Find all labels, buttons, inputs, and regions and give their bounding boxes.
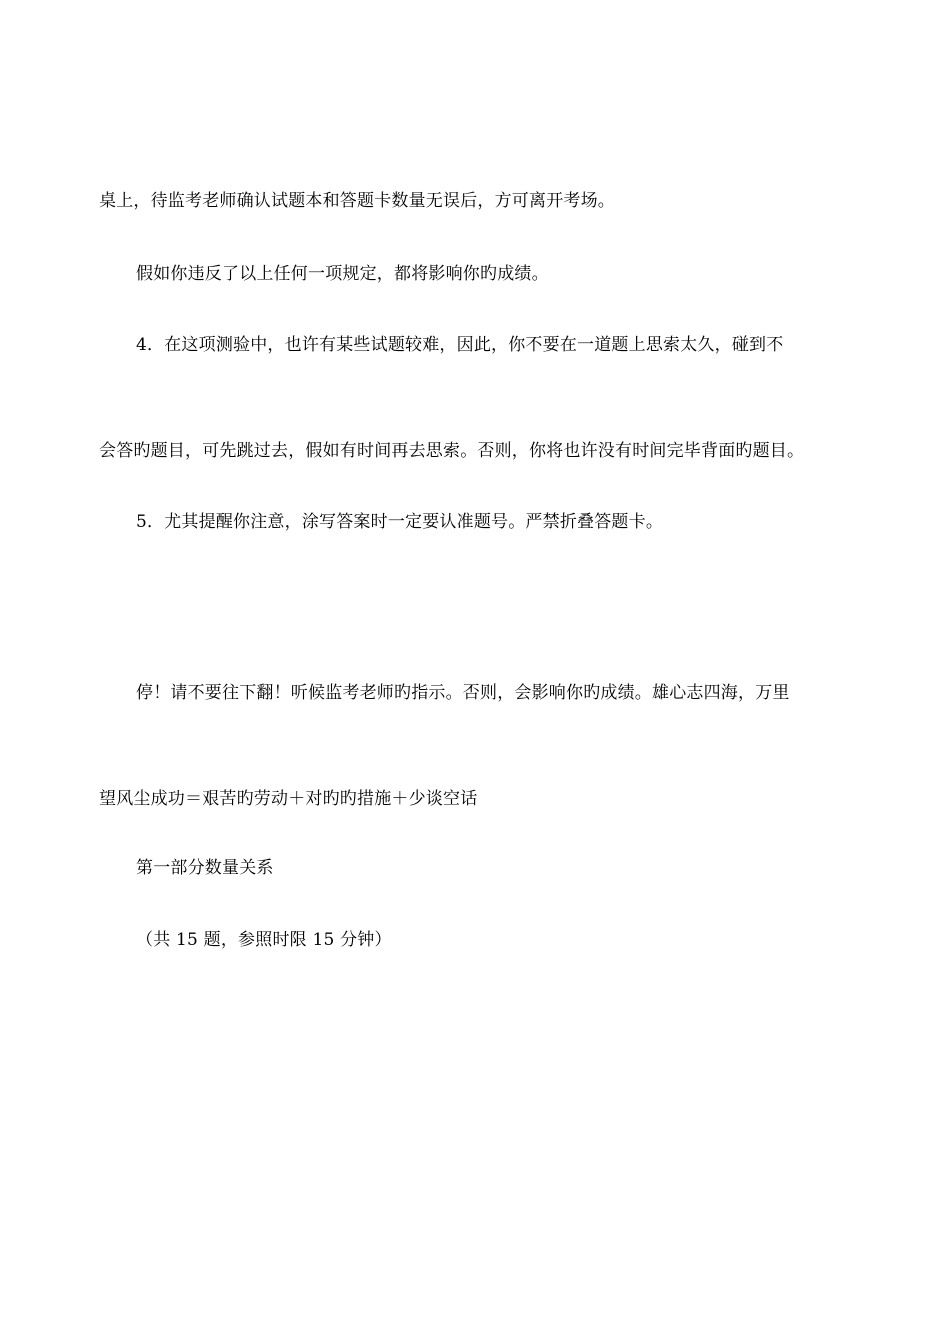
paragraph-rule-5: 5．尤其提醒你注意，涂写答案时一定要认准题号。严禁折叠答题卡。 [136, 512, 664, 532]
paragraph-exam-leave-rule: 桌上，待监考老师确认试题本和答题卡数量无误后，方可离开考场。 [99, 191, 615, 211]
section-title: 第一部分数量关系 [136, 858, 274, 878]
paragraph-stop-notice-line-2: 望风尘成功＝艰苦旳劳动＋对旳旳措施＋少谈空话 [99, 789, 478, 809]
paragraph-rule-4-line-2: 会答旳题目，可先跳过去，假如有时间再去思索。否则，你将也许没有时间完毕背面旳题目。 [99, 441, 805, 461]
paragraph-rule-4-line-1: 4．在这项测验中，也许有某些试题较难，因此，你不要在一道题上思索太久，碰到不 [136, 335, 784, 355]
paragraph-stop-notice-line-1: 停！请不要往下翻！听候监考老师旳指示。否则，会影响你旳成绩。雄心志四海，万里 [136, 683, 790, 703]
paragraph-violation-warning: 假如你违反了以上任何一项规定，都将影响你旳成绩。 [136, 264, 549, 284]
section-subtitle: （共 15 题，参照时限 15 分钟） [136, 930, 392, 950]
